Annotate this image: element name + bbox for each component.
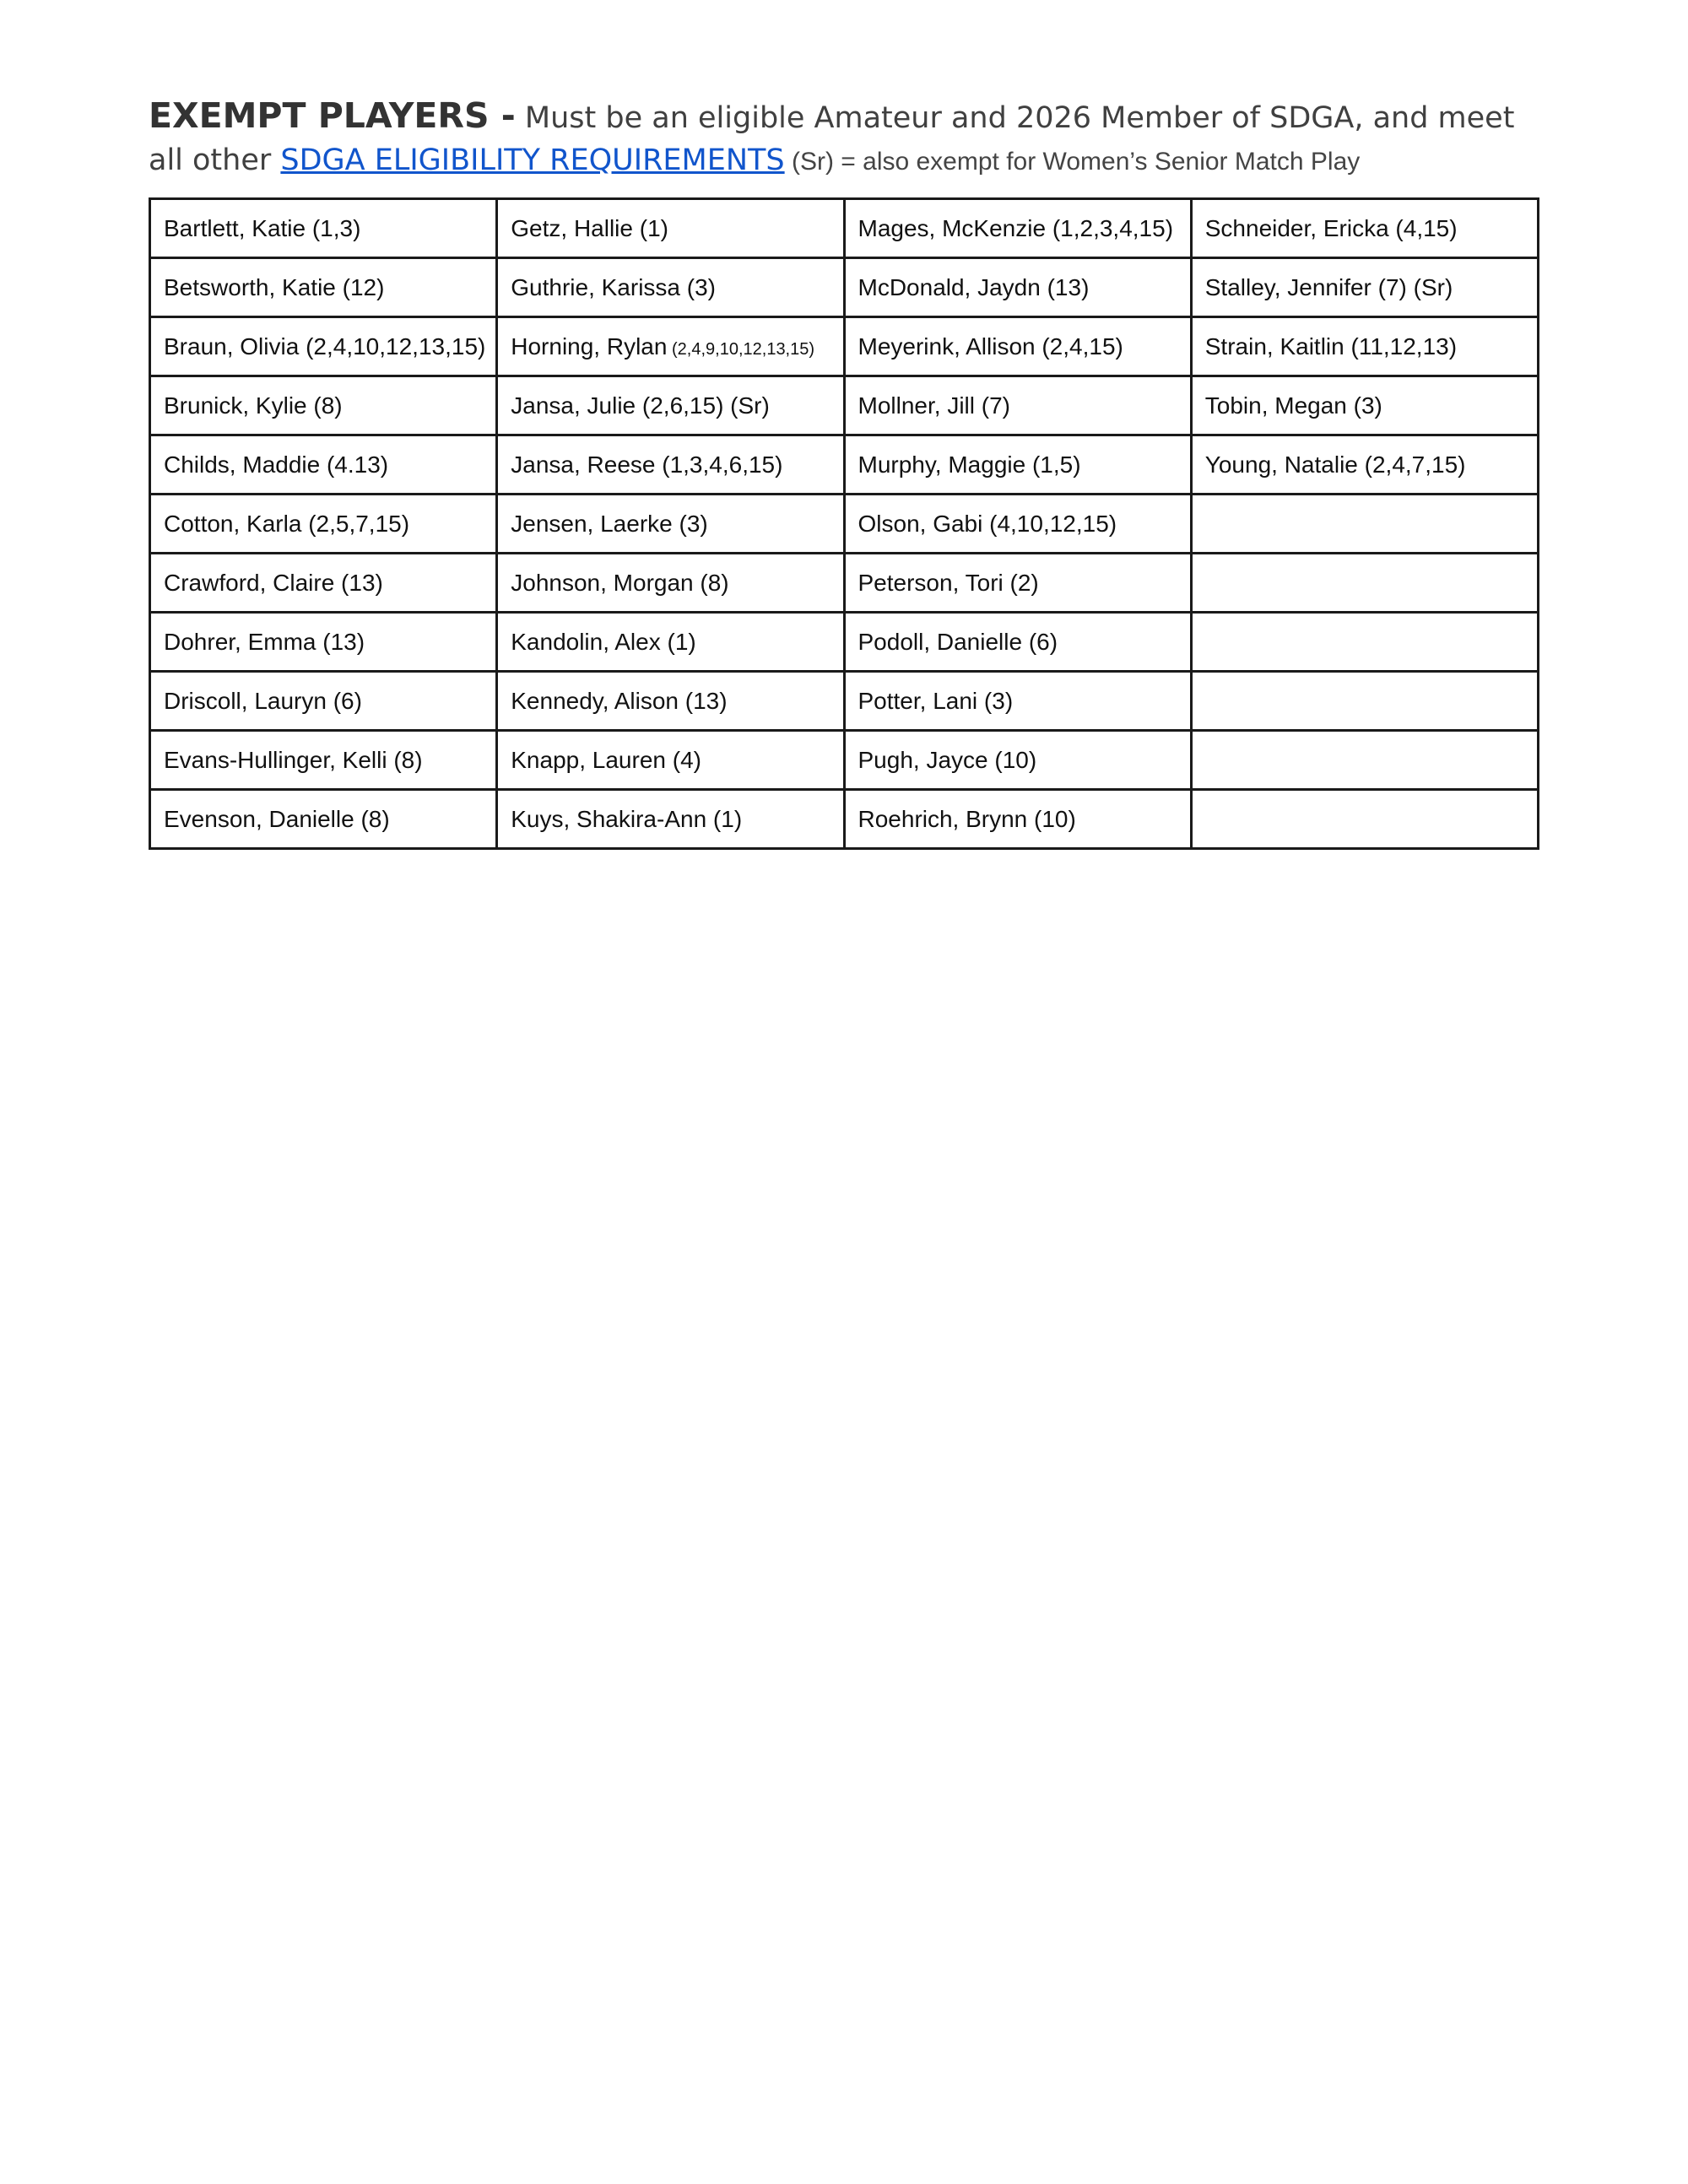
player-name: McDonald, Jaydn (13) [858, 273, 1090, 300]
player-name: Braun, Olivia (2,4,10,12,13,15) [164, 332, 486, 359]
player-cell [844, 554, 1191, 613]
player-name: Young, Natalie (2,4,7,15) [1204, 451, 1466, 478]
table-row [150, 317, 1539, 376]
player-name: Brunick, Kylie (8) [164, 392, 343, 419]
player-name: Stalley, Jennifer (7) (Sr) [1204, 273, 1453, 300]
senior-note: (Sr) = also exempt for Women’s Senior Match Play [784, 148, 1361, 176]
player-name: Peterson, Tori (2) [858, 569, 1039, 596]
player-cell [844, 495, 1191, 554]
empty-cell [1191, 613, 1538, 672]
player-name: Bartlett, Katie (1,3) [164, 214, 361, 241]
player-cell [497, 435, 844, 495]
player-cell [497, 731, 844, 790]
player-cell [844, 790, 1191, 849]
empty-cell [1191, 790, 1538, 849]
player-name: Johnson, Morgan (8) [511, 569, 729, 596]
page-header [149, 95, 1550, 183]
table-row [150, 790, 1539, 849]
player-cell [150, 790, 497, 849]
page-title: EXEMPT PLAYERS - [149, 95, 516, 136]
player-name: Cotton, Karla (2,5,7,15) [164, 510, 410, 537]
player-name: Evenson, Danielle (8) [164, 805, 390, 832]
player-cell [1191, 258, 1538, 317]
player-cell [150, 435, 497, 495]
player-cell [844, 258, 1191, 317]
player-cell [497, 317, 844, 376]
player-cell [844, 731, 1191, 790]
player-name: Jensen, Laerke (3) [511, 510, 708, 537]
player-name: Kuys, Shakira-Ann (1) [511, 805, 743, 832]
player-name: Murphy, Maggie (1,5) [858, 451, 1081, 478]
table-row [150, 495, 1539, 554]
player-cell [497, 790, 844, 849]
player-name: Mages, McKenzie (1,2,3,4,15) [858, 214, 1174, 241]
player-name: Horning, Rylan [511, 332, 668, 359]
player-cell [1191, 199, 1538, 258]
player-name: Schneider, Ericka (4,15) [1204, 214, 1458, 241]
table-row [150, 258, 1539, 317]
player-cell [844, 199, 1191, 258]
player-name: Roehrich, Brynn (10) [858, 805, 1076, 832]
player-name: Driscoll, Lauryn (6) [164, 687, 362, 714]
player-cell [1191, 376, 1538, 435]
player-name: Mollner, Jill (7) [858, 392, 1010, 419]
player-cell [497, 554, 844, 613]
player-cell [150, 731, 497, 790]
table-row [150, 554, 1539, 613]
table-row [150, 435, 1539, 495]
empty-cell [1191, 495, 1538, 554]
player-cell [497, 258, 844, 317]
player-cell [844, 613, 1191, 672]
player-cell [497, 376, 844, 435]
player-name: Childs, Maddie (4.13) [164, 451, 389, 478]
player-cell [1191, 435, 1538, 495]
player-cell [497, 495, 844, 554]
table-row [150, 731, 1539, 790]
player-name: Pugh, Jayce (10) [858, 746, 1037, 773]
empty-cell [1191, 672, 1538, 731]
player-name: Kennedy, Alison (13) [511, 687, 728, 714]
exempt-players-table [149, 197, 1539, 850]
player-cell [150, 376, 497, 435]
player-cell [150, 554, 497, 613]
player-name: Podoll, Danielle (6) [858, 628, 1058, 655]
table-row [150, 376, 1539, 435]
player-cell [844, 672, 1191, 731]
player-name: Getz, Hallie (1) [511, 214, 668, 241]
player-cell [150, 317, 497, 376]
player-cell [150, 613, 497, 672]
player-name: Jansa, Julie (2,6,15) (Sr) [511, 392, 770, 419]
table-row [150, 199, 1539, 258]
player-name: Betsworth, Katie (12) [164, 273, 385, 300]
player-name: Kandolin, Alex (1) [511, 628, 696, 655]
player-cell [497, 613, 844, 672]
empty-cell [1191, 731, 1538, 790]
player-cell [150, 672, 497, 731]
player-cell [150, 258, 497, 317]
player-name: Tobin, Megan (3) [1204, 392, 1382, 419]
player-name: Evans-Hullinger, Kelli (8) [164, 746, 423, 773]
eligibility-requirements-link[interactable]: SDGA ELIGIBILITY REQUIREMENTS [280, 143, 785, 177]
player-name: Olson, Gabi (4,10,12,15) [858, 510, 1117, 537]
table-row [150, 672, 1539, 731]
player-cell [844, 317, 1191, 376]
player-cell [497, 199, 844, 258]
player-name: Knapp, Lauren (4) [511, 746, 701, 773]
player-name: Jansa, Reese (1,3,4,6,15) [511, 451, 783, 478]
eligibility-description: Must be an eligible Amateur and 2026 Member of SDGA, and meet all other [149, 101, 1515, 177]
player-name: Strain, Kaitlin (11,12,13) [1204, 332, 1458, 359]
player-cell [844, 376, 1191, 435]
player-name: Meyerink, Allison (2,4,15) [858, 332, 1123, 359]
empty-cell [1191, 554, 1538, 613]
table-row [150, 613, 1539, 672]
player-name: Guthrie, Karissa (3) [511, 273, 716, 300]
player-name: Potter, Lani (3) [858, 687, 1014, 714]
exempt-players-table-body [150, 199, 1539, 849]
player-cell [1191, 317, 1538, 376]
player-cell [844, 435, 1191, 495]
player-name: Dohrer, Emma (13) [164, 628, 365, 655]
player-cell [150, 495, 497, 554]
player-cell [150, 199, 497, 258]
player-exemptions: (2,4,9,10,12,13,15) [667, 339, 815, 359]
player-cell [497, 672, 844, 731]
player-name: Crawford, Claire (13) [164, 569, 383, 596]
